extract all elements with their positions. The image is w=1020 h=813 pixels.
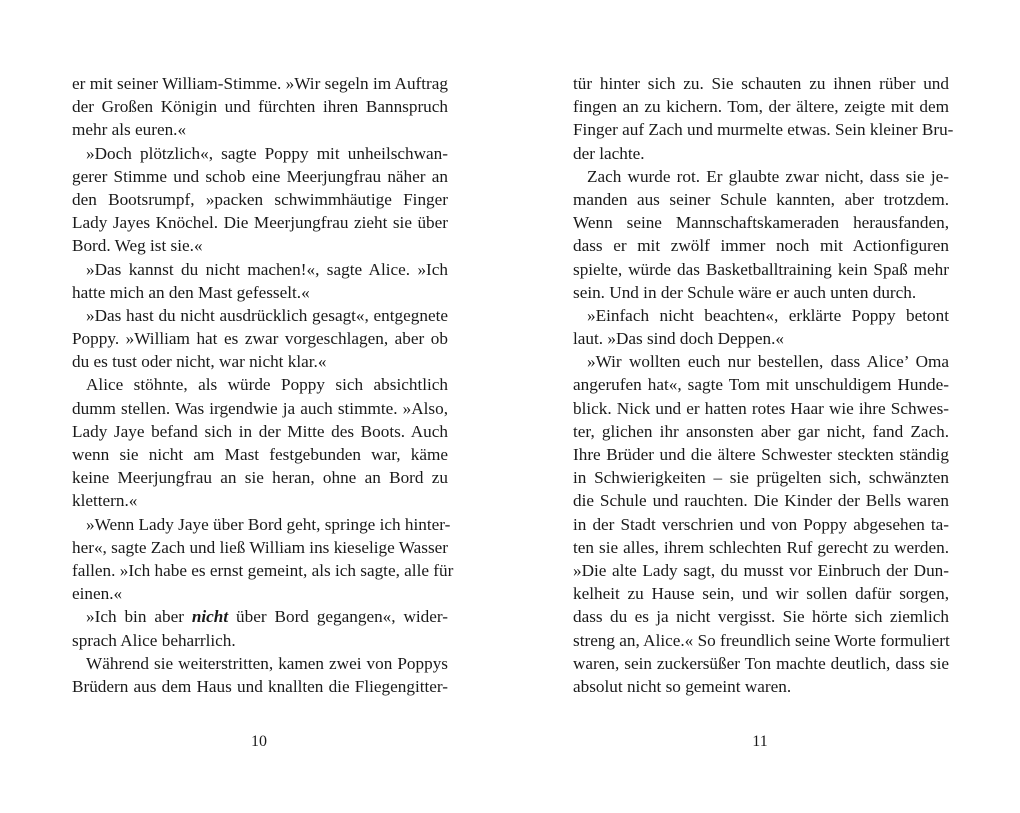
text-line: waren, sein zuckersüßer Ton machte deutlich, dass sie bbox=[573, 653, 949, 673]
text-line: Während sie weiterstritten, kamen zwei von Poppys bbox=[86, 653, 448, 673]
text-line: sein. Und in der Schule wäre er auch unten durch. bbox=[573, 282, 917, 302]
text-line: Zach wurde rot. Er glaubte zwar nicht, dass sie je- bbox=[587, 166, 949, 186]
text-line: in Schwierigkeiten – sie prügelten sich, schwänzten bbox=[573, 468, 949, 488]
text-line: Lady Jayes Knöchel. Die Meerjungfrau zieht sie über bbox=[72, 213, 448, 233]
text-line: »Wir wollten euch nur bestellen, dass Alice’ Oma bbox=[587, 352, 949, 372]
text-line: fallen. »Ich habe es ernst gemeint, als ich sagte, alle für bbox=[72, 560, 454, 580]
text-line: keine Meerjungfrau an sie heran, ohne an Bord zu bbox=[72, 468, 448, 488]
text-line: »Die alte Lady sagt, du musst vor Einbruch der Dun- bbox=[573, 560, 949, 580]
text-line: laut. »Das sind doch Deppen.« bbox=[573, 329, 784, 349]
text-line: fingen an zu kichern. Tom, der ältere, zeigte mit dem bbox=[573, 97, 949, 117]
text-line: Brüdern aus dem Haus und knallten die Fliegengitter- bbox=[72, 676, 448, 696]
right-page-text bbox=[573, 72, 954, 698]
text-line: blick. Nick und er hatten rotes Haar wie ihre Schwes- bbox=[573, 398, 949, 418]
text-line: tür hinter sich zu. Sie schauten zu ihnen rüber und bbox=[573, 74, 949, 93]
text-line: Lady Jaye befand sich in der Mitte des Boots. Auch bbox=[72, 421, 448, 441]
text-line: einen.« bbox=[72, 584, 123, 604]
text-line: sprach Alice beharrlich. bbox=[72, 630, 236, 650]
text-line: streng an, Alice.« So freundlich seine Worte formuliert bbox=[573, 630, 950, 650]
text-line bbox=[72, 605, 448, 628]
text-line: dass du es ja nicht vergisst. Sie hörte sich ziemlich bbox=[573, 607, 949, 627]
text-line: Finger auf Zach und murmelte etwas. Sein kleiner Bru- bbox=[573, 120, 954, 140]
text-line: »Das kannst du nicht machen!«, sagte Alice. »Ich bbox=[86, 259, 448, 279]
text-line: den Bootsrumpf, »packen schwimmhäutige Finger bbox=[72, 189, 448, 209]
text-line: ter, glichen ihr ansonsten aber gar nicht, fand Zach. bbox=[573, 421, 949, 441]
text-line: die Schule und rauchten. Die Kinder der Bells waren bbox=[573, 491, 949, 511]
text-line: wenn sie nicht am Mast festgebunden war, käme bbox=[72, 445, 448, 464]
text-line: dumm stellen. Was irgendwie ja auch stimmte. »Also, bbox=[72, 398, 448, 418]
text-line: in der Stadt verschrien und von Poppy abgesehen ta- bbox=[573, 514, 949, 534]
text-line: »Doch plötzlich«, sagte Poppy mit unheilschwan- bbox=[86, 143, 448, 163]
text-line: Bord. Weg ist sie.« bbox=[72, 236, 203, 256]
line-fragment: »Ich bin aber bbox=[86, 607, 192, 627]
text-line: angerufen hat«, sagte Tom mit unschuldigem Hunde- bbox=[573, 375, 949, 395]
text-line: Poppy. »William hat es zwar vorgeschlagen, aber ob bbox=[72, 329, 448, 349]
text-line: gerer Stimme und schob eine Meerjungfrau näher an bbox=[72, 166, 448, 186]
text-line: du es tust oder nicht, war nicht klar.« bbox=[72, 352, 327, 372]
text-line: dass er mit zwölf immer noch mit Actionfiguren bbox=[573, 236, 949, 256]
text-line: hatte mich an den Mast gefesselt.« bbox=[72, 282, 310, 302]
text-line: Ihre Brüder und die ältere Schwester steckten ständig bbox=[573, 445, 949, 464]
text-line: Alice stöhnte, als würde Poppy sich absichtlich bbox=[86, 375, 448, 395]
text-line: mehr als euren.« bbox=[72, 120, 187, 140]
left-page-number: 10 bbox=[251, 733, 267, 750]
text-line: her«, sagte Zach und ließ William ins kieselige Wasser bbox=[72, 537, 448, 557]
text-line: kelheit zu Hause sein, und wir sollen dafür sorgen, bbox=[573, 584, 949, 604]
left-page-text bbox=[72, 72, 454, 698]
text-line: »Einfach nicht beachten«, erklärte Poppy betont bbox=[587, 305, 949, 325]
text-line: manden aus seiner Schule kannten, aber trotzdem. bbox=[573, 189, 949, 209]
right-page-number: 11 bbox=[752, 733, 768, 750]
text-line: absolut nicht so gemeint waren. bbox=[573, 676, 792, 696]
text-line: der Großen Königin und fürchten ihren Bannspruch bbox=[72, 97, 448, 117]
text-line: ten sie alles, ihrem schlechten Ruf gerecht zu werden. bbox=[573, 537, 949, 557]
emphasized-word: nicht bbox=[191, 607, 229, 627]
text-line: »Wenn Lady Jaye über Bord geht, springe ich hinter- bbox=[86, 514, 451, 534]
text-line: spielte, würde das Basketballtraining kein Spaß mehr bbox=[573, 259, 949, 279]
line-fragment: über Bord gegangen«, wider- bbox=[228, 607, 448, 627]
text-line: er mit seiner William-Stimme. »Wir segeln im Auftrag bbox=[72, 74, 448, 93]
text-line: Wenn seine Mannschaftskameraden herausfanden, bbox=[573, 213, 949, 233]
text-line: klettern.« bbox=[72, 491, 138, 511]
text-line: »Das hast du nicht ausdrücklich gesagt«, entgegnete bbox=[86, 305, 448, 325]
text-line: der lachte. bbox=[573, 143, 645, 163]
